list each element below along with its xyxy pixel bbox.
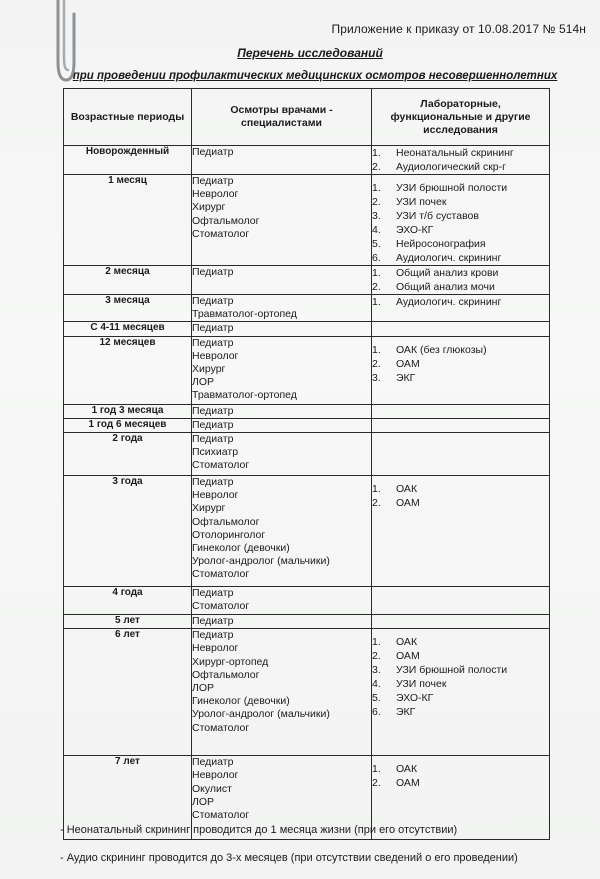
age-period-cell: 7 лет — [64, 756, 192, 840]
doctor-item: Стоматолог — [192, 721, 250, 734]
test-item — [372, 482, 549, 496]
tests-cell — [372, 418, 550, 432]
test-item-number: 1. — [372, 296, 381, 308]
test-item-number: 3. — [372, 664, 381, 677]
age-period-cell: Новорожденный — [64, 146, 192, 175]
age-period-cell: 4 года — [64, 587, 192, 615]
doctor-item: Педиатр — [192, 404, 234, 417]
note-audio-screening: - Аудио скрининг проводится до 3-х месяцев (при отсутствии сведений о его проведении) — [60, 852, 518, 864]
test-item-label: ОАМ — [396, 357, 420, 370]
doctor-item: Хирург — [192, 363, 226, 376]
age-period-cell: 1 месяц — [64, 175, 192, 266]
doctor-item: Стоматолог — [192, 227, 250, 240]
age-period-cell: 2 года — [64, 433, 192, 476]
examinations-table — [63, 88, 550, 840]
test-item-label: ОАК — [396, 483, 418, 496]
test-item-label: ОАК — [396, 763, 418, 776]
test-item — [372, 181, 549, 195]
test-item-label: ОАМ — [396, 650, 420, 663]
doctor-item: Невролог — [192, 642, 239, 655]
tests-cell — [372, 629, 550, 756]
test-item-number: 2. — [372, 497, 381, 510]
test-item-number: 3. — [372, 210, 381, 222]
doctors-cell — [192, 336, 372, 404]
tests-cell — [372, 146, 550, 175]
doctor-item: Стоматолог — [192, 600, 250, 613]
test-item — [372, 776, 549, 790]
doctor-item: Педиатр — [192, 476, 234, 489]
table-row — [64, 476, 550, 587]
test-item — [372, 251, 549, 265]
doctors-cell — [192, 266, 372, 295]
test-item-number: 3. — [372, 371, 381, 384]
doctor-item: Стоматолог — [192, 459, 250, 472]
doctor-item: Уролог-андролог (мальчики) — [192, 555, 330, 568]
table-row — [64, 418, 550, 432]
test-item — [372, 237, 549, 251]
doctor-item: Офтальмолог — [192, 515, 260, 528]
test-item — [372, 691, 549, 705]
table-row — [64, 295, 550, 322]
test-item-number: 2. — [372, 650, 381, 663]
test-item — [372, 371, 549, 385]
doctor-item: Хирург-ортопед — [192, 655, 269, 668]
doctor-item: Невролог — [192, 188, 239, 201]
age-period-cell: 6 лет — [64, 629, 192, 756]
test-item-number: 6. — [372, 706, 381, 719]
doctor-item: Отолоринголог — [192, 528, 266, 541]
doctor-item: ЛОР — [192, 795, 215, 808]
doctors-cell — [192, 295, 372, 322]
test-item-number: 4. — [372, 678, 381, 691]
doctor-item: Невролог — [192, 769, 239, 782]
test-item-label: Общий анализ мочи — [396, 281, 495, 293]
age-period-cell: 3 месяца — [64, 295, 192, 322]
test-item — [372, 160, 549, 174]
test-item-number: 2. — [372, 357, 381, 370]
tests-cell — [372, 615, 550, 629]
test-item — [372, 266, 549, 280]
test-item-label: Аудиологич. скрининг — [396, 252, 502, 264]
doctor-item: Педиатр — [192, 433, 234, 446]
test-item-number: 1. — [372, 343, 381, 356]
doctor-item: ЛОР — [192, 682, 215, 695]
doctor-item: Окулист — [192, 782, 232, 795]
table-row — [64, 266, 550, 295]
tests-cell — [372, 336, 550, 404]
doctors-cell — [192, 175, 372, 266]
tests-cell — [372, 476, 550, 587]
test-item-label: ОАК — [396, 636, 418, 649]
test-item-number: 1. — [372, 147, 381, 159]
tests-cell — [372, 175, 550, 266]
doctors-cell — [192, 433, 372, 476]
test-item-number: 2. — [372, 777, 381, 790]
column-header-age: Возрастные периоды — [64, 89, 192, 146]
appendix-reference: Приложение к приказу от 10.08.2017 № 514н — [331, 22, 586, 36]
test-item-number: 5. — [372, 238, 381, 250]
tests-cell — [372, 587, 550, 615]
test-item — [372, 705, 549, 719]
age-period-cell: 1 год 6 месяцев — [64, 418, 192, 432]
test-item-label: Аудиологический скр-г — [396, 161, 506, 173]
test-item — [372, 649, 549, 663]
doctor-item: Педиатр — [192, 587, 234, 600]
test-item-label: ЭХО-КГ — [396, 692, 434, 705]
note-neonatal-screening: - Неонатальный скрининг проводится до 1 месяца жизни (при его отсутствии) — [60, 824, 458, 836]
doctor-item: Педиатр — [192, 629, 234, 642]
doctors-cell — [192, 629, 372, 756]
doctor-item: Педиатр — [192, 295, 234, 307]
doctors-cell — [192, 322, 372, 336]
test-item — [372, 280, 549, 294]
test-item-label: УЗИ почек — [396, 196, 447, 208]
test-item-number: 1. — [372, 483, 381, 496]
test-item — [372, 677, 549, 691]
table-header-row — [64, 89, 550, 146]
table-row — [64, 587, 550, 615]
doctor-item: Педиатр — [192, 615, 234, 628]
test-item — [372, 635, 549, 649]
age-period-cell: 3 года — [64, 476, 192, 587]
doctor-item: Хирург — [192, 201, 226, 214]
doctor-item: Гинеколог (девочки) — [192, 542, 290, 555]
tests-cell — [372, 266, 550, 295]
test-item-number: 1. — [372, 267, 381, 279]
table-body — [64, 146, 550, 840]
doctor-item: Педиатр — [192, 756, 234, 769]
test-item — [372, 663, 549, 677]
age-period-cell: 1 год 3 месяца — [64, 404, 192, 418]
test-item-label: Аудиологич. скрининг — [396, 296, 502, 308]
test-item-number: 1. — [372, 182, 381, 194]
test-item — [372, 343, 549, 357]
test-item-number: 1. — [372, 763, 381, 776]
table-row — [64, 615, 550, 629]
test-item — [372, 195, 549, 209]
tests-cell — [372, 404, 550, 418]
doctor-item: Педиатр — [192, 175, 234, 187]
test-item-label: ОАМ — [396, 777, 420, 790]
test-item-number: 5. — [372, 692, 381, 705]
doctor-item: Уролог-андролог (мальчики) — [192, 708, 330, 721]
test-item-number: 2. — [372, 196, 381, 208]
test-item — [372, 223, 549, 237]
column-header-tests: Лабораторные, функциональные и другие исследования — [372, 89, 550, 146]
table-row — [64, 175, 550, 266]
test-item — [372, 209, 549, 223]
doctor-item: Педиатр — [192, 146, 234, 158]
test-item-label: УЗИ брюшной полости — [396, 182, 508, 194]
doctors-cell — [192, 404, 372, 418]
test-item — [372, 357, 549, 371]
column-header-doctors: Осмотры врачами - специалистами — [192, 89, 372, 146]
doctor-item: Психиатр — [192, 446, 239, 459]
table-row — [64, 433, 550, 476]
test-item — [372, 496, 549, 510]
test-item-label: УЗИ почек — [396, 678, 447, 691]
test-item-label: ОАМ — [396, 497, 420, 510]
test-item-number: 1. — [372, 636, 381, 649]
doctor-item: Невролог — [192, 489, 239, 502]
test-item — [372, 762, 549, 776]
table-row — [64, 336, 550, 404]
test-item-number: 2. — [372, 281, 381, 293]
doctor-item: Травматолог-ортопед — [192, 308, 297, 321]
test-item-number: 6. — [372, 252, 381, 264]
doctor-item: Хирург — [192, 502, 226, 515]
test-item-label: Неонатальный скрининг — [396, 147, 514, 159]
doctors-cell — [192, 615, 372, 629]
test-item-label: УЗИ т/б суставов — [396, 210, 479, 222]
doctors-cell — [192, 418, 372, 432]
table-row — [64, 146, 550, 175]
document-title: Перечень исследований — [237, 46, 383, 60]
doctor-item: Травматолог-ортопед — [192, 389, 297, 402]
table-row — [64, 404, 550, 418]
doctor-item: Педиатр — [192, 322, 234, 335]
doctor-item: Стоматолог — [192, 568, 250, 581]
test-item-label: ЭКГ — [396, 706, 416, 719]
table-row — [64, 629, 550, 756]
test-item-label: ЭХО-КГ — [396, 224, 434, 236]
doctors-cell — [192, 587, 372, 615]
tests-cell — [372, 295, 550, 322]
test-item — [372, 295, 549, 309]
age-period-cell: 5 лет — [64, 615, 192, 629]
doctor-item: Педиатр — [192, 418, 234, 431]
doctor-item: ЛОР — [192, 376, 215, 389]
doctor-item: Офтальмолог — [192, 668, 260, 681]
doctor-item: Гинеколог (девочки) — [192, 695, 290, 708]
doctors-cell — [192, 476, 372, 587]
document-subtitle: при проведении профилактических медицинских осмотров несовершеннолетних — [72, 70, 558, 82]
tests-cell — [372, 322, 550, 336]
test-item-number: 2. — [372, 161, 381, 173]
age-period-cell: 12 месяцев — [64, 336, 192, 404]
doctor-item: Стоматолог — [192, 809, 250, 822]
table-row — [64, 322, 550, 336]
test-item — [372, 146, 549, 160]
test-item-label: ЭКГ — [396, 371, 416, 384]
doctor-item: Педиатр — [192, 266, 234, 278]
doctor-item: Педиатр — [192, 336, 234, 349]
doctor-item: Невролог — [192, 349, 239, 362]
tests-cell — [372, 433, 550, 476]
doctor-item: Офтальмолог — [192, 214, 260, 227]
age-period-cell: 2 месяца — [64, 266, 192, 295]
test-item-label: Нейросонография — [396, 238, 486, 250]
test-item-label: Общий анализ крови — [396, 267, 499, 279]
test-item-label: УЗИ брюшной полости — [396, 664, 508, 677]
age-period-cell: С 4-11 месяцев — [64, 322, 192, 336]
test-item-number: 4. — [372, 224, 381, 236]
doctors-cell — [192, 146, 372, 175]
test-item-label: ОАК (без глюкозы) — [396, 343, 487, 356]
